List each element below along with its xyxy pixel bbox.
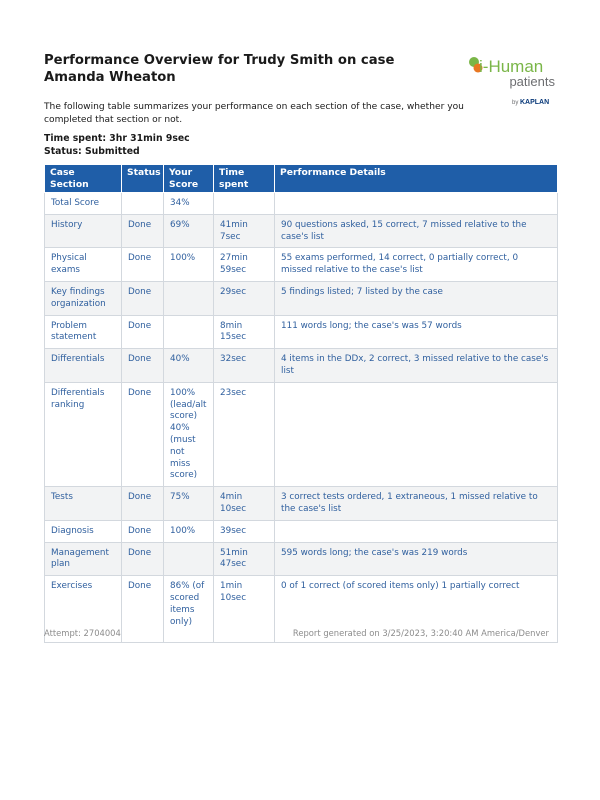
cell-status bbox=[122, 193, 164, 215]
cell-details: 5 findings listed; 7 listed by the case bbox=[275, 281, 558, 315]
report-summary: The following table summarizes your performance on each section of the case, whether you completed that section or not. bbox=[44, 102, 464, 125]
cell-status: Done bbox=[122, 248, 164, 282]
cell-time: 32sec bbox=[214, 349, 275, 383]
cell-details: 595 words long; the case's was 219 words bbox=[275, 542, 558, 576]
cell-time: 23sec bbox=[214, 382, 275, 486]
cell-time: 4min 10sec bbox=[214, 487, 275, 521]
cell-score: 34% bbox=[164, 193, 214, 215]
cell-details: 55 exams performed, 14 correct, 0 partially correct, 0 missed relative to the case's list bbox=[275, 248, 558, 282]
logo-by: by bbox=[512, 100, 519, 106]
table-row bbox=[45, 382, 558, 486]
cell-section: Tests bbox=[45, 487, 122, 521]
cell-details: 90 questions asked, 15 correct, 7 missed relative to the case's list bbox=[275, 214, 558, 248]
cell-time: 51min 47sec bbox=[214, 542, 275, 576]
attempt-id: Attempt: 2704004 bbox=[44, 628, 121, 638]
table-row bbox=[45, 349, 558, 383]
cell-score: 75% bbox=[164, 487, 214, 521]
cell-status: Done bbox=[122, 281, 164, 315]
cell-time: 1min 10sec bbox=[214, 576, 275, 643]
cell-details: 0 of 1 correct (of scored items only) 1 partially correct bbox=[275, 576, 558, 643]
cell-time: 8min 15sec bbox=[214, 315, 275, 349]
cell-score bbox=[164, 315, 214, 349]
table-row bbox=[45, 281, 558, 315]
cell-score: 69% bbox=[164, 214, 214, 248]
cell-status: Done bbox=[122, 576, 164, 643]
report-header bbox=[44, 52, 557, 106]
header-time-spent: Time spent bbox=[214, 165, 275, 193]
generated-timestamp: Report generated on 3/25/2023, 3:20:40 AM America/Denver bbox=[292, 628, 549, 638]
logo-brand-line1: i-Human bbox=[479, 57, 544, 76]
cell-section: Exercises bbox=[45, 576, 122, 643]
logo-partner: KAPLAN bbox=[520, 99, 550, 106]
cell-status: Done bbox=[122, 382, 164, 486]
cell-details: 111 words long; the case's was 57 words bbox=[275, 315, 558, 349]
cell-status: Done bbox=[122, 315, 164, 349]
cell-section: Diagnosis bbox=[45, 520, 122, 542]
cell-score: 100% (lead/alt score) 40% (must not miss score) bbox=[164, 382, 214, 486]
report-page bbox=[44, 52, 557, 643]
cell-section: Physical exams bbox=[45, 248, 122, 282]
cell-score: 100% bbox=[164, 248, 214, 282]
table-row bbox=[45, 487, 558, 521]
cell-status: Done bbox=[122, 542, 164, 576]
cell-status: Done bbox=[122, 349, 164, 383]
ihuman-patients-logo bbox=[469, 51, 557, 111]
report-meta bbox=[44, 133, 557, 158]
cell-score bbox=[164, 281, 214, 315]
page-title: Performance Overview for Trudy Smith on case Amanda Wheaton bbox=[44, 53, 395, 85]
status-text: Status: Submitted bbox=[44, 145, 140, 157]
table-row bbox=[45, 193, 558, 215]
cell-time: 39sec bbox=[214, 520, 275, 542]
cell-details bbox=[275, 193, 558, 215]
cell-score: 100% bbox=[164, 520, 214, 542]
cell-section: Key findings organization bbox=[45, 281, 122, 315]
cell-status: Done bbox=[122, 214, 164, 248]
cell-score: 86% (of scored items only) bbox=[164, 576, 214, 643]
cell-score: 40% bbox=[164, 349, 214, 383]
performance-table bbox=[44, 164, 558, 643]
table-row bbox=[45, 214, 558, 248]
cell-time bbox=[214, 193, 275, 215]
cell-section: Problem statement bbox=[45, 315, 122, 349]
header-case-section: Case Section bbox=[45, 165, 122, 193]
header-performance-details: Performance Details bbox=[275, 165, 558, 193]
cell-section: Differentials ranking bbox=[45, 382, 122, 486]
report-footer bbox=[44, 628, 557, 638]
cell-details bbox=[275, 382, 558, 486]
table-row bbox=[45, 520, 558, 542]
logo-brand-line2: patients bbox=[509, 74, 555, 89]
table-row bbox=[45, 542, 558, 576]
time-spent: Time spent: 3hr 31min 9sec bbox=[44, 133, 190, 144]
cell-status: Done bbox=[122, 487, 164, 521]
cell-score bbox=[164, 542, 214, 576]
table-header-row bbox=[45, 165, 558, 193]
cell-section: Total Score bbox=[45, 193, 122, 215]
cell-time: 27min 59sec bbox=[214, 248, 275, 282]
cell-details: 3 correct tests ordered, 1 extraneous, 1 missed relative to the case's list bbox=[275, 487, 558, 521]
cell-time: 41min 7sec bbox=[214, 214, 275, 248]
cell-section: History bbox=[45, 214, 122, 248]
cell-section: Differentials bbox=[45, 349, 122, 383]
cell-details bbox=[275, 520, 558, 542]
table-row bbox=[45, 248, 558, 282]
header-your-score: Your Score bbox=[164, 165, 214, 193]
header-status: Status bbox=[122, 165, 164, 193]
cell-status: Done bbox=[122, 520, 164, 542]
table-row bbox=[45, 315, 558, 349]
cell-time: 29sec bbox=[214, 281, 275, 315]
cell-section: Management plan bbox=[45, 542, 122, 576]
cell-details: 4 items in the DDx, 2 correct, 3 missed relative to the case's list bbox=[275, 349, 558, 383]
